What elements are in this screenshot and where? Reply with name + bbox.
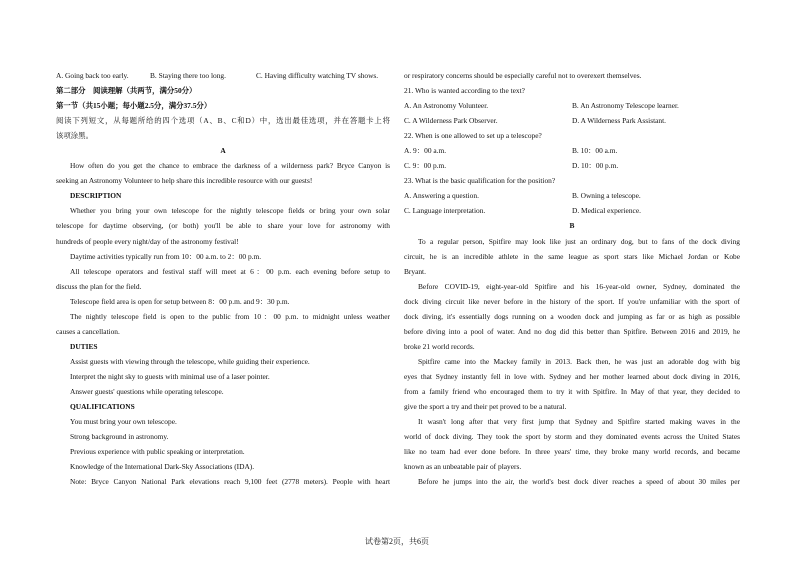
- option-d: D. A Wilderness Park Assistant.: [572, 116, 667, 126]
- question-options: [56, 68, 390, 83]
- option-a: A. An Astronomy Volunteer.: [404, 101, 489, 111]
- qualification-item: You must bring your own telescope.: [70, 417, 177, 427]
- option-a: A. Answering a question.: [404, 191, 479, 201]
- option-c: C. 9：00 p.m.: [404, 161, 447, 171]
- qualification-item: Knowledge of the International Dark-Sky Associations (IDA).: [70, 462, 255, 472]
- instructions-line2: 该项涂黑。: [56, 131, 93, 141]
- note-line: Note: Bryce Canyon National Park elevations reach 9,100 feet (2778 meters). People with heart: [70, 477, 390, 487]
- paragraph-line: dock diving circuit like never before in the history of the sport. If you're unfamiliar with the sport of: [404, 296, 740, 306]
- question-21: 21. Who is wanted according to the text?: [404, 86, 525, 96]
- question-23: 23. What is the basic qualification for the position?: [404, 176, 556, 186]
- paragraph-line: world of dock diving. They took the sport by storm and they dominated events across the United States: [404, 432, 740, 442]
- page-footer: 试卷第2页，共6页: [365, 537, 429, 546]
- note-continuation: or respiratory concerns should be especially careful not to overexert themselves.: [404, 71, 642, 80]
- part2-heading: 第二部分 阅读理解（共两节，满分50分）: [56, 86, 197, 96]
- paragraph-line: Before he jumps into the air, the world's best dock diver reaches a speed of about 30 miles per: [418, 477, 740, 487]
- left-column: [56, 68, 390, 489]
- paragraph-line: before diving into a pool of water. And no dog did this better than Spitfire. Between 2016 and 2019, he: [404, 326, 740, 336]
- option-a: A. Going back too early.: [56, 71, 129, 80]
- passage-b-title: B: [569, 221, 575, 231]
- duty-item: Answer guests' questions while operating telescope.: [70, 386, 224, 396]
- qualification-item: Previous experience with public speaking or interpretation.: [70, 447, 245, 457]
- paragraph-line: It wasn't long after that very first jump that Sydney and Spitfire started making waves in the: [418, 417, 740, 427]
- option-b: B. An Astronomy Telescope learner.: [572, 101, 679, 111]
- paragraph-line: discuss the plan for the field.: [56, 281, 142, 291]
- paragraph-line: from a family friend who encouraged them to try it with Spitfire. In May of that year, they decided to: [404, 386, 740, 396]
- paragraph-line: eyes that Sydney instantly fell in love with. Sydney and her mother learned about dock diving in 2016,: [404, 371, 740, 381]
- paragraph-line: How often do you get the chance to embrace the darkness of a wilderness park? Bryce Canyon is: [70, 161, 390, 171]
- question-22: 22. When is one allowed to set up a telescope?: [404, 131, 542, 141]
- qualifications-heading: QUALIFICATIONS: [70, 402, 135, 412]
- paragraph-line: seeking an Astronomy Volunteer to help share this incredible resource with our guests!: [56, 176, 313, 186]
- option-d: D. Medical experience.: [572, 206, 641, 216]
- question-options: [404, 158, 740, 173]
- paragraph-line: causes a cancellation.: [56, 326, 120, 336]
- qualification-item: Strong background in astronomy.: [70, 432, 169, 442]
- option-a: A. 9：00 a.m.: [404, 146, 447, 156]
- paragraph-line: Before COVID-19, eight-year-old Spitfire and his 16-year-old owner, Sydney, dominated the: [418, 281, 740, 291]
- option-b: B. 10：00 a.m.: [572, 146, 618, 156]
- paragraph-line: Whether you bring your own telescope for the nightly telescope fields or bring your own solar: [70, 206, 390, 216]
- option-b: B. Staying there too long.: [150, 71, 226, 80]
- question-options: [404, 203, 740, 218]
- paragraph-line: Telescope field area is open for setup between 8：00 p.m. and 9：30 p.m.: [70, 296, 290, 306]
- description-heading: DESCRIPTION: [70, 191, 122, 201]
- passage-a-title: A: [220, 146, 226, 156]
- paragraph-line: All telescope operators and festival staff will meet at 6：00 p.m. each evening before setup to: [70, 266, 390, 276]
- paragraph-line: give the sport a try and their pet proved to be a natural.: [404, 402, 567, 412]
- option-c: C. Language interpretation.: [404, 206, 486, 216]
- paragraph-line: Spitfire came into the Mackey family in 2013. Back then, he was just an adorable dog with big: [418, 356, 740, 366]
- question-options: [404, 98, 740, 113]
- paragraph-line: Daytime activities typically run from 10：00 a.m. to 2：00 p.m.: [70, 251, 262, 261]
- duties-heading: DUTIES: [70, 341, 98, 351]
- question-options: [404, 113, 740, 128]
- paragraph-line: circuit, he is an incredible athlete in the same league as sport stars like Michael Jordan or Kobe: [404, 251, 740, 261]
- paragraph-line: dock diving, it's essentially dogs running on a wooden dock and jumping as far or as high as possible: [404, 311, 740, 321]
- instructions-line1: 阅读下列短文，从每题所给的四个选项（A、B、C和D）中，选出最佳选项，并在答题卡上将: [56, 116, 390, 126]
- question-options: [404, 188, 740, 203]
- option-c: C. A Wilderness Park Observer.: [404, 116, 498, 126]
- paragraph-line: To a regular person, Spitfire may look like just an ordinary dog, but to fans of the dock diving: [418, 236, 740, 246]
- section1-heading: 第一节（共15小题；每小题2.5分，满分37.5分）: [56, 101, 212, 111]
- right-column: [404, 68, 740, 489]
- duty-item: Interpret the night sky to guests with minimal use of a laser pointer.: [70, 371, 270, 381]
- paragraph-line: known as an unbeatable pair of players.: [404, 462, 522, 472]
- paragraph-line: telescope for daytime observing, (or both) you'll be able to share your love for astronomy with: [56, 221, 390, 231]
- duty-item: Assist guests with viewing through the telescope, while guiding their experience.: [70, 356, 310, 366]
- paragraph-line: broke 21 world records.: [404, 341, 475, 351]
- option-b: B. Owning a telescope.: [572, 191, 641, 201]
- paragraph-line: hundreds of people every night/day of the astronomy festival!: [56, 236, 239, 246]
- paragraph-line: like no team had ever done before. In three years' time, they broke many world records, and became: [404, 447, 740, 457]
- option-d: D. 10：00 p.m.: [572, 161, 619, 171]
- option-c: C. Having difficulty watching TV shows.: [256, 71, 379, 80]
- question-options: [404, 143, 740, 158]
- paragraph-line: The nightly telescope field is open to the public from 10：00 p.m. to midnight unless weather: [70, 311, 390, 321]
- paragraph-line: Bryant.: [404, 266, 426, 276]
